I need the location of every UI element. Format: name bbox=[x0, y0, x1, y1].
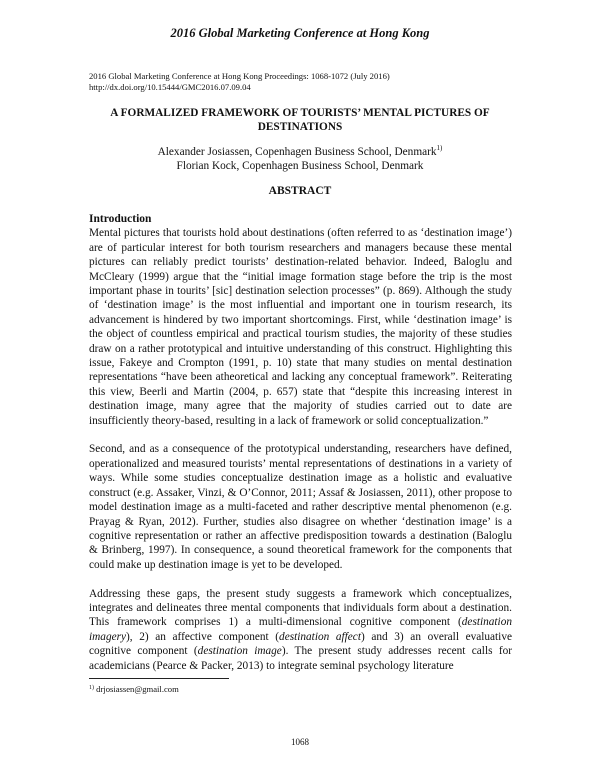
author-line bbox=[80, 160, 520, 174]
author-line bbox=[80, 146, 520, 160]
emphasis-term: destination imagery bbox=[89, 616, 512, 643]
paragraph: Mental pictures that tourists hold about destinations (often referred to as ‘destination image’) are of particular interest for both tourism researchers and managers because these mental pictures can reliably predict tourists’ destination-related behavior. Indeed, Baloglu and McCleary (1999) argue that the “initial image formation stage before the trip is the most important phase in tourits’ [sic] destination selection processes” (p. 869). Although the study of ‘destination image’ is the most influential and important one in tourism research, its advancement is hindered by two important shortcomings. First, while ‘destination image’ is the object of countless empirical and practical tourism studies, the majority of these studies draw on a rather prototypical and intuitive understanding of this construct. Highlighting this issue, Fakeye and Crompton (1991, p. 10) state that many studies on mental destination representations “have been atheoretical and lacking any conceptual framework”. Reiterating this view, Beerli and Martin (2004, p. 657) state that “despite this increasing interest in destination image, many agree that the majority of studies carried out to date are insufficiently theory-based, resulting in a lack of framework or solid conceptualization.” bbox=[89, 227, 512, 427]
abstract-body bbox=[89, 212, 512, 687]
author-list bbox=[80, 146, 520, 173]
paragraph bbox=[89, 587, 512, 673]
footnote-marker: 1) bbox=[436, 144, 443, 152]
footnote-divider bbox=[89, 678, 229, 679]
section-heading-introduction: Introduction bbox=[89, 213, 152, 225]
text-run: Addressing these gaps, the present study suggests a framework which conceptualizes, integrates and delineates three mental components that individuals form about a destination. This framework comprises 1) a multi-dimensional cognitive component ( bbox=[89, 587, 512, 629]
abstract-heading: ABSTRACT bbox=[268, 185, 332, 197]
citation-block bbox=[89, 71, 519, 93]
text-run: ), 2) an affective component ( bbox=[126, 630, 280, 643]
paper-title: A FORMALIZED FRAMEWORK OF TOURISTS’ MENTAL PICTURES OF DESTINATIONS bbox=[110, 107, 490, 133]
proceedings-line: 2016 Global Marketing Conference at Hong Kong Proceedings: 1068-1072 (July 2016) bbox=[89, 71, 390, 81]
footnote bbox=[89, 684, 179, 694]
emphasis-term: destination affect bbox=[279, 630, 361, 643]
doi-link[interactable]: http://dx.doi.org/10.15444/GMC2016.07.09.04 bbox=[89, 82, 251, 92]
text-run: ). The present study addresses recent calls for academicians (Pearce & Packer, 2013) to integrate seminal psychology literature bbox=[89, 645, 512, 672]
footnote-email[interactable]: drjosiassen@gmail.com bbox=[94, 684, 179, 694]
paragraph: Second, and as a consequence of the prototypical understanding, researchers have defined, operationalized and measured tourists’ mental representations of destinations in a variety of ways. While some studies conceptualize destination image as a holistic and evaluative construct (e.g. Assaker, Vinzi, & O’Connor, 2011; Assaf & Josiassen, 2011), other propose to model destination image as a multi-faceted and rather descriptive mental phenomenon (e.g. Prayag & Ryan, 2012). Further, studies also disagree on whether ‘destination image’ is a cognitive representation or rather an affective predisposition towards a destination (Baloglu & Brinberg, 1997). In consequence, a sound theoretical framework for the components that could make up destination image is yet to be developed. bbox=[89, 443, 512, 571]
page-number: 1068 bbox=[291, 737, 309, 747]
emphasis-term: destination image bbox=[197, 645, 282, 658]
author-name: Florian Kock, Copenhagen Business School, Denmark bbox=[176, 159, 424, 172]
author-name: Alexander Josiassen, Copenhagen Business School, Denmark bbox=[157, 146, 437, 158]
footnote-marker: 1) bbox=[89, 685, 94, 691]
text-run: ) and 3) an overall evaluative cognitive component ( bbox=[89, 630, 512, 658]
running-head: 2016 Global Marketing Conference at Hong Kong bbox=[170, 26, 430, 40]
